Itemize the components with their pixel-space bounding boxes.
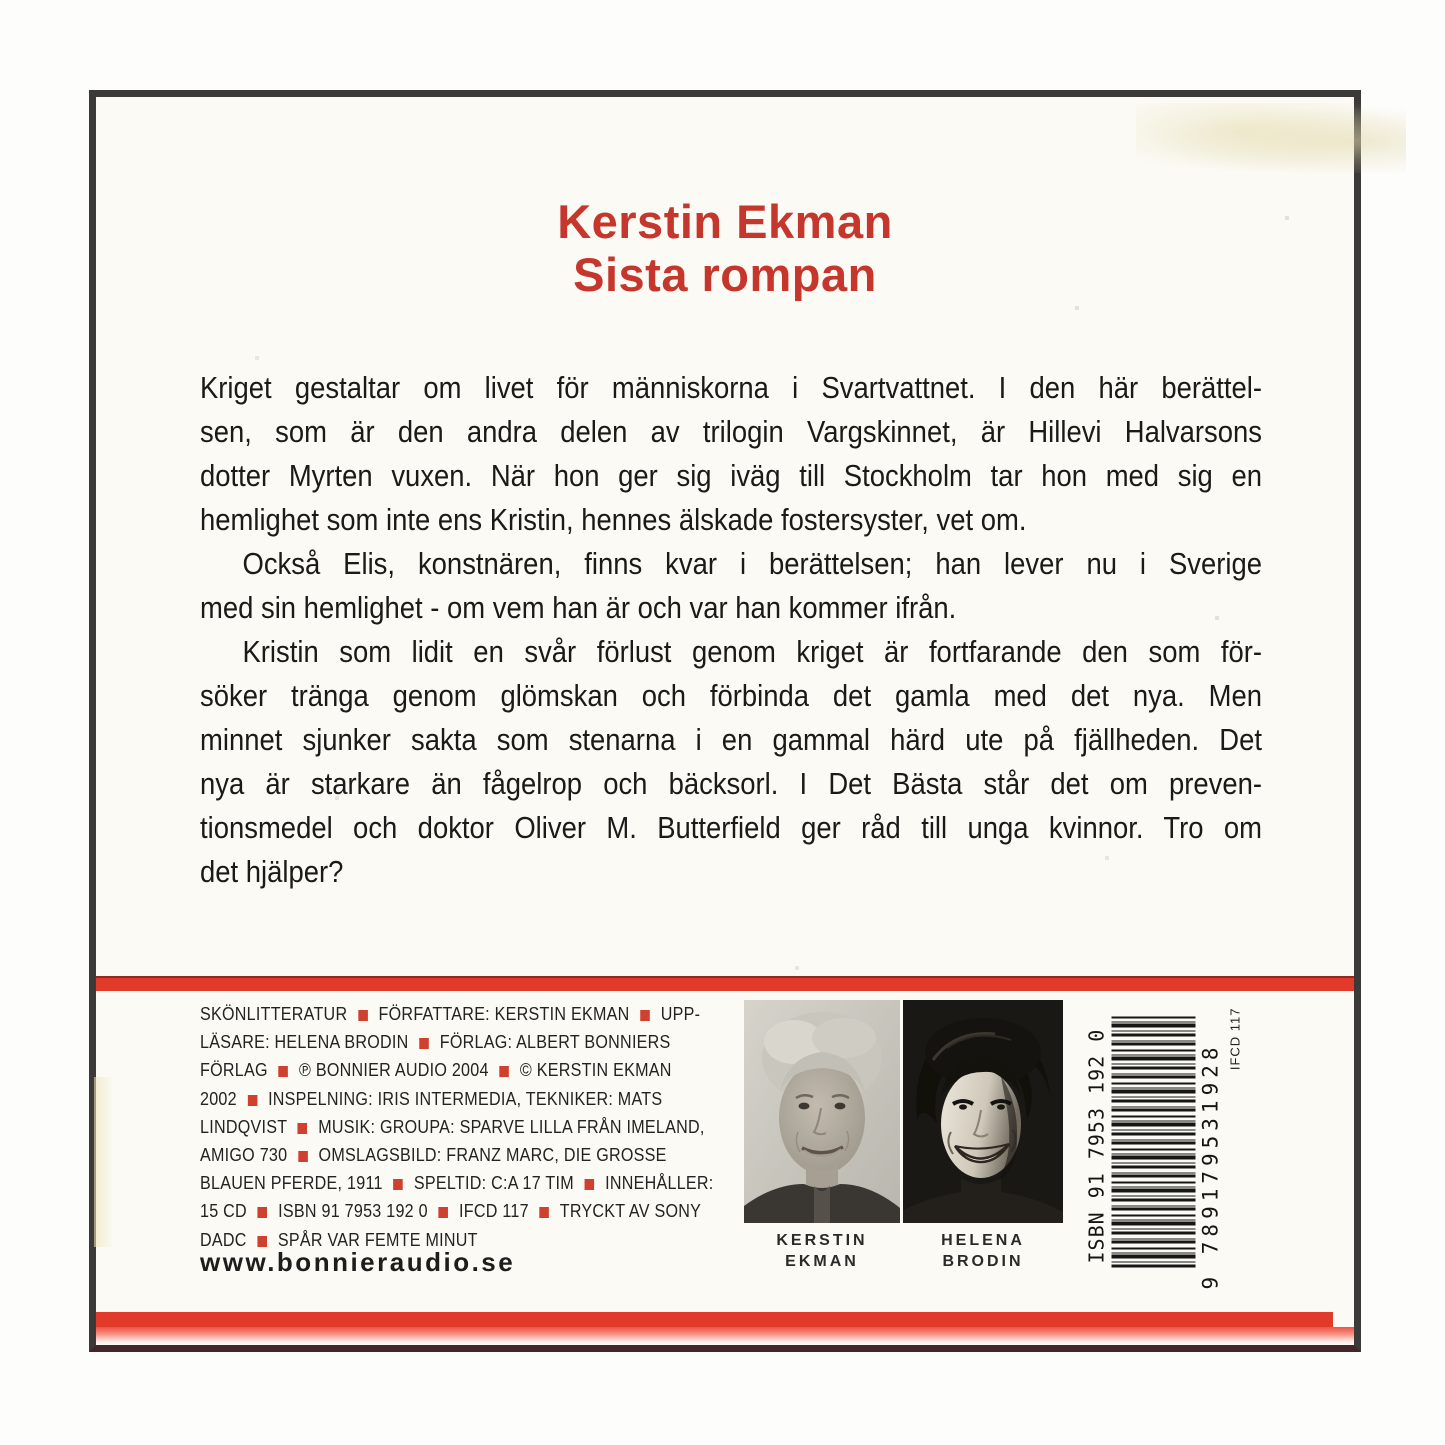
- book-title: Sista rompan: [573, 248, 877, 301]
- credit-line: BLAUEN PFERDE, 1911 SPELTID: C:A 17 TIM INNEHÅLLER:: [200, 1172, 714, 1194]
- barcode-bars: [1112, 1016, 1196, 1268]
- credit-line: LÄSARE: HELENA BRODIN FÖRLAG: ALBERT BONNIERS: [200, 1031, 671, 1053]
- red-square-bullet: [358, 1010, 368, 1021]
- paragraph-lines: [200, 630, 1262, 894]
- portrait-illustration: [903, 1000, 1063, 1223]
- synopsis-line: söker tränga genom glömskan och förbinda det gamla med det nya. Men: [200, 678, 1262, 713]
- author-name: Kerstin Ekman: [557, 195, 893, 248]
- synopsis-line: sen, som är den andra delen av trilogin Vargskinnet, är Hillevi Halvarsons: [200, 414, 1262, 449]
- red-divider-stripe: [96, 976, 1354, 991]
- cd-back-cover: [89, 90, 1361, 1352]
- title-block: [96, 195, 1354, 301]
- paper-specks: [96, 97, 98, 99]
- synopsis-line: Också Elis, konstnären, finns kvar i berättelsen; han lever nu i Sverige: [242, 546, 1263, 581]
- portrait-photo-helena-brodin: [903, 1000, 1063, 1223]
- synopsis-paragraph: [200, 542, 1262, 630]
- credits-block: [200, 1000, 757, 1254]
- portrait-photo-kerstin-ekman: [744, 1000, 900, 1223]
- red-square-bullet: [640, 1010, 650, 1021]
- red-square-bullet: [279, 1066, 289, 1077]
- synopsis-line: med sin hemlighet - om vem han är och var han kommer ifrån.: [200, 590, 957, 625]
- credit-line: AMIGO 730 OMSLAGSBILD: FRANZ MARC, DIE GROSSE: [200, 1144, 667, 1166]
- photo-caption-kerstin-ekman: [744, 1230, 900, 1272]
- synopsis-paragraph: [200, 366, 1262, 542]
- caption-line: HELENA: [941, 1232, 1025, 1249]
- synopsis-line: Kristin som lidit en svår förlust genom kriget är fortfarande den som för-: [242, 634, 1263, 669]
- red-square-bullet: [257, 1236, 267, 1247]
- synopsis-line: dotter Myrten vuxen. När hon ger sig iväg till Stockholm tar hon med sig en: [200, 458, 1262, 493]
- synopsis-paragraph: [200, 630, 1262, 894]
- catalog-code: IFCD 117: [1227, 1007, 1243, 1071]
- isbn-label: ISBN 91 7953 192 0: [1084, 1028, 1109, 1264]
- paper-smudge: [1136, 103, 1406, 173]
- ean-digits: 9 789179531928: [1198, 1042, 1223, 1290]
- synopsis-line: Kriget gestaltar om livet för människorna i Svartvattnet. I den här berättel-: [200, 370, 1262, 405]
- photo-caption-helena-brodin: [903, 1230, 1063, 1272]
- credit-line: DADC SPÅR VAR FEMTE MINUT: [200, 1228, 478, 1250]
- red-square-bullet: [258, 1207, 268, 1218]
- red-square-bullet: [585, 1179, 595, 1190]
- credit-line: 2002 INSPELNING: IRIS INTERMEDIA, TEKNIKER: MATS: [200, 1087, 663, 1109]
- red-square-bullet: [298, 1123, 308, 1134]
- credit-line: LINDQVIST MUSIK: GROUPA: SPARVE LILLA FRÅN IMELAND,: [200, 1115, 705, 1137]
- red-bottom-gradient: [96, 1327, 1354, 1344]
- synopsis-line: det hjälper?: [200, 854, 344, 889]
- paper-smudge: [94, 1077, 114, 1247]
- red-square-bullet: [500, 1066, 510, 1077]
- paragraph-lines: [200, 366, 1262, 542]
- caption-line: KERSTIN: [776, 1232, 868, 1249]
- red-square-bullet: [248, 1095, 258, 1106]
- barcode-block: [1085, 1008, 1248, 1290]
- credit-line: FÖRLAG ℗ BONNIER AUDIO 2004 © KERSTIN EKMAN: [200, 1059, 672, 1081]
- paragraph-lines: [200, 542, 1262, 630]
- red-square-bullet: [419, 1038, 429, 1049]
- synopsis-text: [200, 366, 1262, 894]
- website-url: www.bonnieraudio.se: [200, 1247, 516, 1277]
- synopsis-line: nya är starkare än fågelrop och bäcksorl. I Det Bästa står det om preven-: [200, 766, 1262, 801]
- red-square-bullet: [540, 1207, 550, 1218]
- red-bottom-stripe: [96, 1312, 1333, 1327]
- credit-line: SKÖNLITTERATUR FÖRFATTARE: KERSTIN EKMAN UPP-: [200, 1003, 701, 1024]
- caption-line: BRODIN: [942, 1253, 1024, 1270]
- portrait-illustration: [744, 1000, 900, 1223]
- red-square-bullet: [439, 1207, 449, 1218]
- caption-line: EKMAN: [785, 1253, 859, 1270]
- synopsis-line: hemlighet som inte ens Kristin, hennes älskade fostersyster, vet om.: [200, 502, 1027, 537]
- red-square-bullet: [298, 1151, 308, 1162]
- red-square-bullet: [394, 1179, 404, 1190]
- credit-line: 15 CD ISBN 91 7953 192 0 IFCD 117 TRYCKT AV SONY: [200, 1200, 702, 1222]
- synopsis-line: minnet sjunker sakta som stenarna i en gammal härd ute på fjällheden. Det: [200, 722, 1262, 757]
- synopsis-line: tionsmedel och doktor Oliver M. Butterfield ger råd till unga kvinnor. Tro om: [200, 810, 1262, 845]
